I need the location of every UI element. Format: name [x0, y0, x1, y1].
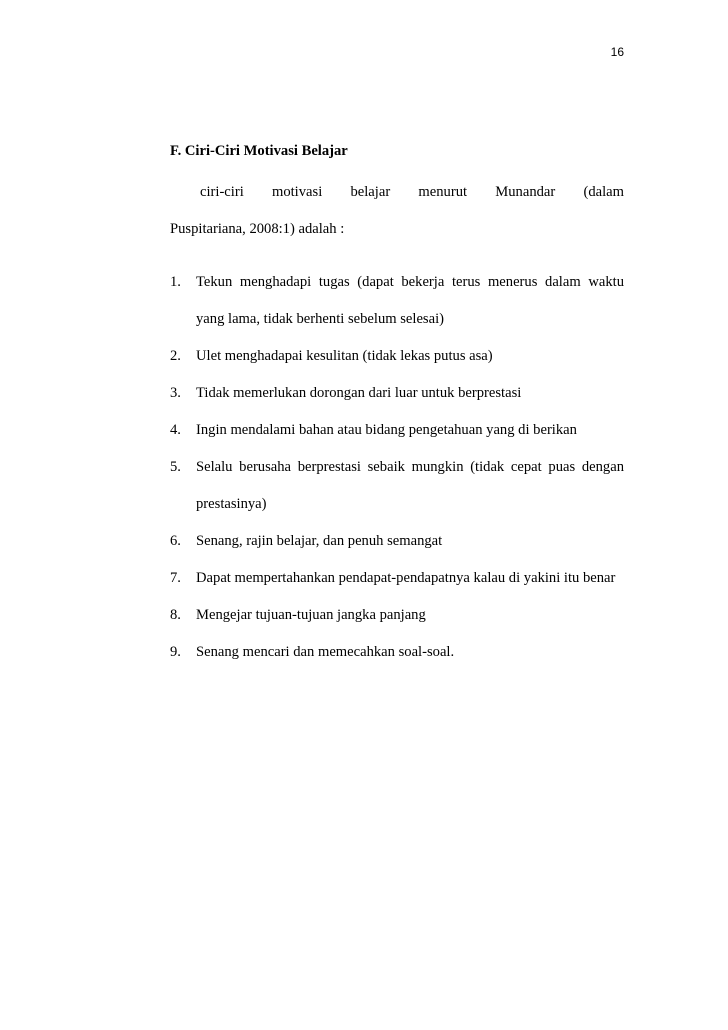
list-item-text: Ulet menghadapai kesulitan (tidak lekas putus asa) [196, 348, 493, 364]
list-item [170, 634, 624, 671]
list-item-number: 1. [170, 274, 181, 290]
list-item [170, 523, 624, 560]
list-item [170, 412, 624, 449]
list-item [170, 597, 624, 634]
list-item-number: 5. [170, 459, 181, 475]
section-heading: F. Ciri-Ciri Motivasi Belajar [170, 143, 348, 159]
list-item [170, 375, 624, 412]
intro-line-2: Puspitariana, 2008:1) adalah : [170, 221, 345, 237]
list-item-text: Senang, rajin belajar, dan penuh semangat [196, 533, 443, 549]
list-item-number: 8. [170, 607, 181, 623]
characteristics-list [170, 264, 624, 671]
list-item-text: Mengejar tujuan-tujuan jangka panjang [196, 607, 426, 623]
list-item-number: 4. [170, 422, 181, 438]
list-item-number: 3. [170, 385, 181, 401]
list-item [170, 264, 624, 338]
list-item-text: Senang mencari dan memecahkan soal-soal. [196, 644, 455, 660]
list-item-text: Selalu berusaha berprestasi sebaik mungkin (tidak cepat puas dengan prestasinya) [196, 459, 624, 512]
list-item [170, 338, 624, 375]
list-item-number: 6. [170, 533, 181, 549]
page-number: 16 [610, 45, 624, 59]
intro-line-1: ciri-ciri motivasi belajar menurut Munandar (dalam [200, 184, 624, 200]
list-item-text: Dapat mempertahankan pendapat-pendapatnya kalau di yakini itu benar [196, 570, 616, 586]
list-item [170, 449, 624, 523]
list-item-number: 2. [170, 348, 181, 364]
list-item-number: 7. [170, 570, 181, 586]
page-content [170, 141, 624, 671]
list-item-number: 9. [170, 644, 181, 660]
list-item-text: Tidak memerlukan dorongan dari luar untuk berprestasi [196, 385, 522, 401]
list-item [170, 560, 624, 597]
list-item-text: Tekun menghadapi tugas (dapat bekerja terus menerus dalam waktu yang lama, tidak berhenti sebelum selesai) [196, 274, 624, 327]
list-item-text: Ingin mendalami bahan atau bidang pengetahuan yang di berikan [196, 422, 577, 438]
intro-paragraph [170, 174, 624, 248]
